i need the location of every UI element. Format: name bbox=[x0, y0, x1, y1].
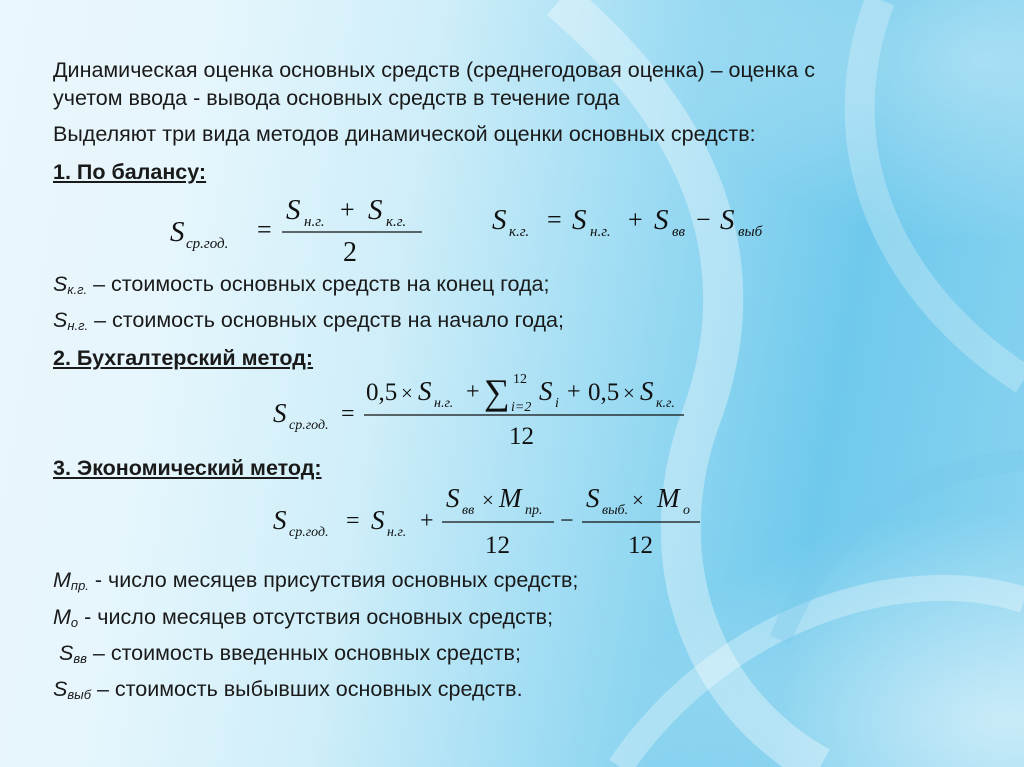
method-1-heading: 1. По балансу: bbox=[53, 160, 207, 184]
formula-symbol: S bbox=[368, 194, 383, 226]
formula-subscript: ср.год. bbox=[186, 236, 229, 252]
intro-line-3: Выделяют три вида методов динамической оценки основных средств: bbox=[53, 122, 756, 146]
formula-denominator: 2 bbox=[343, 237, 357, 268]
formula-times: × bbox=[632, 488, 644, 512]
formula-denominator: 12 bbox=[628, 532, 653, 559]
formula-subscript: о bbox=[683, 503, 690, 518]
definition-subscript: пр. bbox=[70, 578, 89, 593]
formula-denominator: 12 bbox=[485, 532, 510, 559]
definition-text: – стоимость основных средств на начало года; bbox=[88, 308, 564, 332]
formula-denominator: 12 bbox=[509, 423, 534, 450]
definition-symbol: М bbox=[53, 568, 71, 592]
formula-times: × bbox=[623, 381, 635, 405]
intro-line-2: учетом ввода - вывода основных средств в течение года bbox=[53, 86, 620, 110]
formula-subscript: ср.год. bbox=[289, 418, 329, 433]
formula-symbol: S bbox=[492, 204, 507, 236]
formula-coefficient: 0,5 bbox=[588, 379, 620, 406]
formula-symbol: S bbox=[640, 376, 654, 406]
formula-plus: + bbox=[628, 205, 643, 234]
formula-minus: − bbox=[560, 508, 574, 534]
formula-symbol: S bbox=[170, 216, 185, 248]
definition-symbol: S bbox=[53, 272, 68, 296]
definition-text: – стоимость основных средств на конец года; bbox=[87, 272, 550, 296]
formula-symbol: S bbox=[720, 204, 735, 236]
formula-subscript: н.г. bbox=[304, 214, 325, 230]
formula-symbol: M bbox=[657, 483, 680, 513]
formula-equals: = bbox=[346, 508, 360, 534]
formula-times: × bbox=[482, 488, 494, 512]
definition-subscript: выб bbox=[67, 687, 92, 702]
formula-symbol: S bbox=[371, 505, 385, 535]
formula-subscript: н.г. bbox=[590, 224, 611, 240]
definition-symbol: М bbox=[53, 605, 71, 629]
formula-subscript: к.г. bbox=[386, 214, 407, 230]
formula-minus: − bbox=[696, 205, 711, 234]
formula-equals: = bbox=[257, 215, 272, 244]
formula-plus: + bbox=[567, 379, 581, 405]
definition-months-present bbox=[53, 567, 578, 596]
definition-subscript: вв bbox=[73, 651, 87, 666]
formula-equals: = bbox=[547, 205, 562, 234]
method-2-heading: 2. Бухгалтерский метод: bbox=[53, 346, 314, 370]
formula-symbol: S bbox=[654, 204, 669, 236]
formula-plus: + bbox=[420, 508, 434, 534]
formula-subscript: пр. bbox=[525, 503, 543, 518]
definition-text: - число месяцев присутствия основных средств; bbox=[88, 568, 579, 592]
sum-sign: ∑ bbox=[484, 372, 510, 412]
formula-subscript: ср.год. bbox=[289, 525, 329, 540]
formula-symbol: S bbox=[572, 204, 587, 236]
formula-subscript: н.г. bbox=[434, 396, 454, 411]
definition-text: - число месяцев отсутствия основных средств; bbox=[78, 605, 554, 629]
definition-symbol: S bbox=[53, 677, 68, 701]
definition-subscript: о bbox=[70, 615, 79, 630]
formula-symbol: S bbox=[539, 376, 553, 406]
formula-symbol: S bbox=[446, 483, 460, 513]
formula-subscript: к.г. bbox=[509, 224, 530, 240]
definition-retired-value bbox=[53, 676, 523, 705]
intro-line-1: Динамическая оценка основных средств (среднегодовая оценка) – оценка с bbox=[53, 58, 815, 82]
formula-subscript: вв bbox=[462, 503, 475, 518]
formula-subscript: к.г. bbox=[656, 396, 675, 411]
definition-symbol: S bbox=[53, 308, 68, 332]
definition-subscript: н.г. bbox=[67, 318, 89, 333]
formula-times: × bbox=[401, 381, 413, 405]
formula-subscript: вв bbox=[672, 224, 686, 240]
definition-text: – стоимость введенных основных средств; bbox=[86, 641, 521, 665]
formula-subscript: выб. bbox=[602, 503, 629, 518]
definition-introduced-value bbox=[59, 640, 521, 669]
formula-symbol: S bbox=[586, 483, 600, 513]
formula-symbol: S bbox=[273, 398, 287, 428]
sum-lower-limit: i=2 bbox=[511, 400, 532, 415]
definition-months-absent bbox=[53, 604, 553, 633]
sum-upper-limit: 12 bbox=[513, 372, 527, 387]
formula-symbol: S bbox=[418, 376, 432, 406]
formula-coefficient: 0,5 bbox=[366, 379, 398, 406]
formula-subscript: выб bbox=[738, 224, 763, 240]
definition-text: – стоимость выбывших основных средств. bbox=[91, 677, 523, 701]
formula-subscript: i bbox=[555, 396, 559, 411]
formula-symbol: S bbox=[286, 194, 301, 226]
formula-symbol: S bbox=[273, 505, 287, 535]
definition-symbol: S bbox=[59, 641, 74, 665]
formula-subscript: н.г. bbox=[387, 525, 407, 540]
formula-symbol: M bbox=[499, 483, 522, 513]
method-3-heading: 3. Экономический метод: bbox=[53, 456, 322, 480]
formula-plus: + bbox=[340, 195, 355, 224]
formula-plus: + bbox=[466, 379, 480, 405]
formula-equals: = bbox=[341, 401, 355, 427]
definition-subscript: к.г. bbox=[67, 282, 88, 297]
